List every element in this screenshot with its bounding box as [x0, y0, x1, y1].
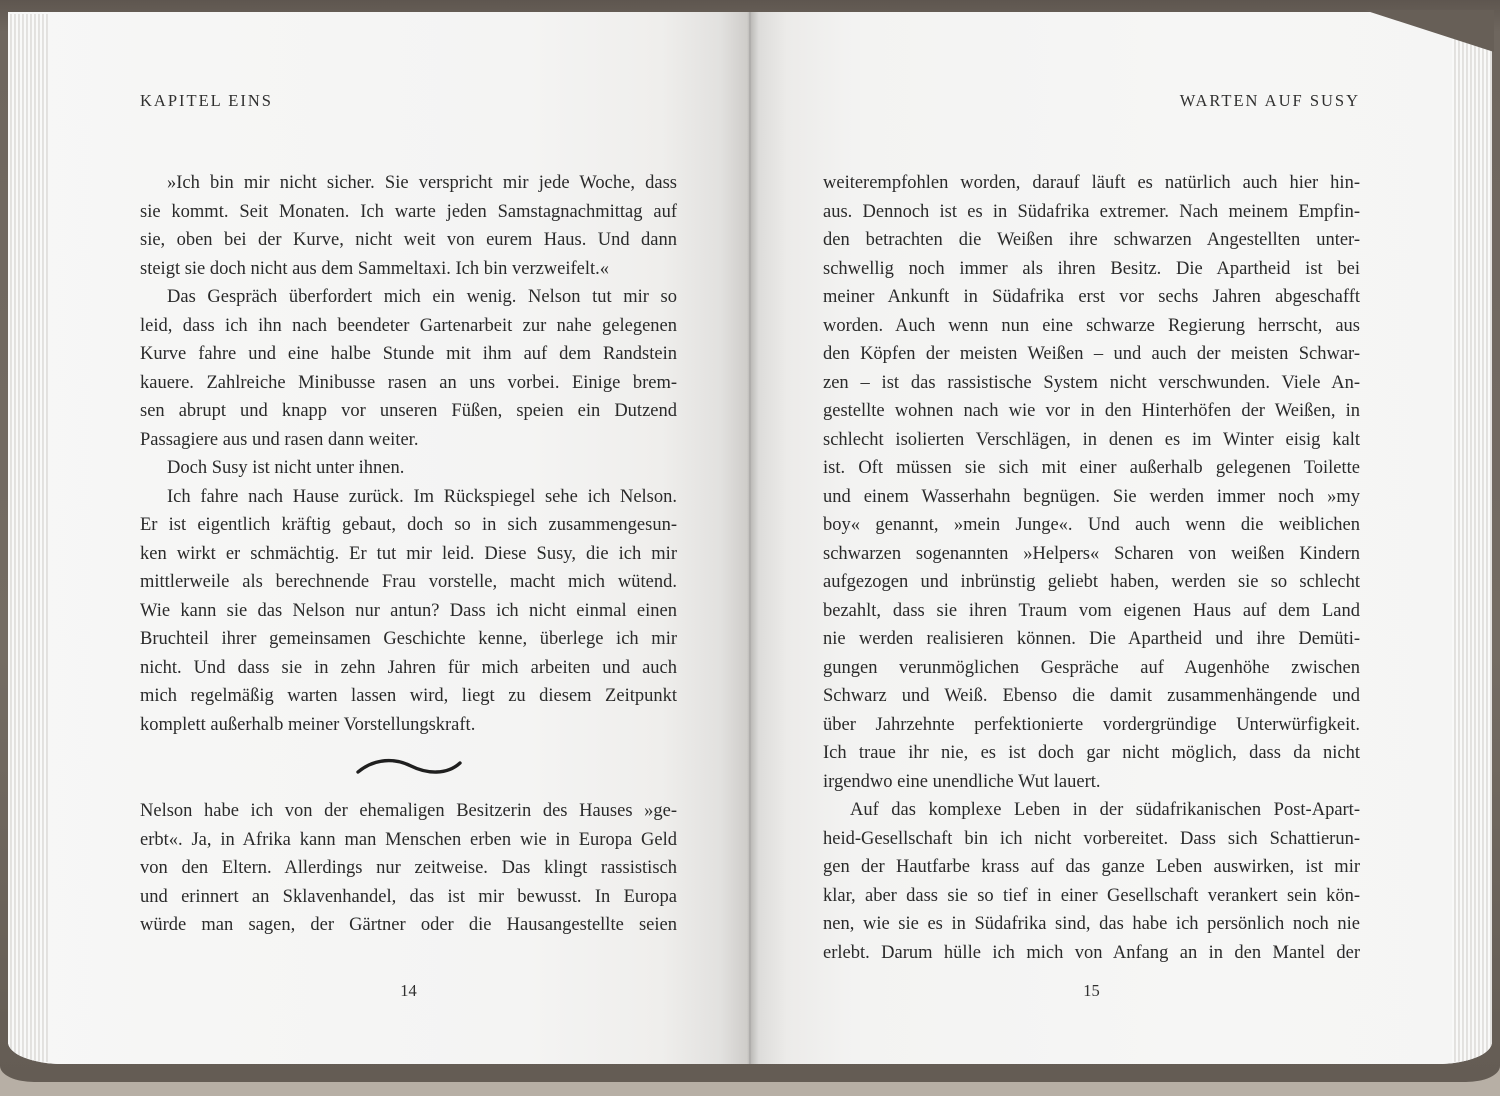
- text-line: schwarzen sogenannten »Helpers« Scharen von weißen Kindern: [823, 543, 1360, 564]
- right-page-edge-stack: [1452, 14, 1492, 1062]
- text-line: nen, wie sie es in Südafrika sind, das habe ich persönlich noch nie: [823, 914, 1360, 934]
- paragraph: [823, 796, 1360, 967]
- spine-gutter: [749, 12, 751, 1064]
- section-divider: [140, 739, 677, 797]
- text-line: Doch Susy ist nicht unter ihnen.: [167, 458, 405, 478]
- text-line: sie, oben bei der Kurve, nicht weit von eurem Haus. Und dann: [140, 230, 677, 250]
- text-line: mich regelmäßig warten lassen wird, liegt zu diesem Zeitpunkt: [140, 686, 677, 706]
- text-line: nicht. Und dass sie in zehn Jahren für mich arbeiten und auch: [140, 657, 677, 678]
- text-line: sie kommt. Seit Monaten. Ich warte jeden Samstagnachmittag auf: [140, 201, 677, 222]
- text-line: weiterempfohlen worden, darauf läuft es natürlich auch hier hin-: [823, 173, 1360, 193]
- text-line: Auf das komplexe Leben in der südafrikanischen Post-Apart-: [850, 800, 1360, 820]
- paragraph: [140, 169, 677, 283]
- text-line: steigt sie doch nicht aus dem Sammeltaxi. Ich bin verzweifelt.«: [140, 258, 610, 279]
- text-line: zen – ist das rassistische System nicht verschwunden. Viele An-: [823, 372, 1360, 393]
- text-line: schlecht isolierten Verschlägen, in denen es im Winter eisig kalt: [823, 429, 1360, 450]
- left-page-edge-stack: [8, 14, 48, 1062]
- left-page-number: 14: [400, 981, 417, 1000]
- text-line: »Ich bin mir nicht sicher. Sie verspricht mir jede Woche, dass: [167, 173, 677, 193]
- text-line: erlebt. Darum hülle ich mich von Anfang an in den Mantel der: [823, 942, 1360, 963]
- text-line: irgendwo eine unendliche Wut lauert.: [823, 771, 1101, 792]
- text-line: kauere. Zahlreiche Minibusse rasen an uns vorbei. Einige brem-: [140, 372, 677, 393]
- paragraph: [140, 483, 677, 740]
- text-line: Wie kann sie das Nelson nur antun? Dass ich nicht einmal einen: [140, 600, 677, 621]
- right-page-body-text: [823, 169, 1360, 967]
- text-line: Das Gespräch überfordert mich ein wenig. Nelson tut mir so: [167, 287, 677, 307]
- text-line: worden. Auch wenn nun eine schwarze Regierung herrscht, aus: [823, 315, 1360, 336]
- text-line: Schwarz und Weiß. Ebenso die damit zusammenhängende und: [823, 686, 1360, 706]
- text-line: nie werden realisieren können. Die Apartheid und ihre Demüti-: [823, 629, 1360, 649]
- text-line: meiner Ankunft in Südafrika erst vor sechs Jahren abgeschafft: [823, 287, 1360, 307]
- text-line: erbt«. Ja, in Afrika kann man Menschen erben wie in Europa Geld: [140, 829, 677, 850]
- text-line: von den Eltern. Allerdings nur zeitweise. Das klingt rassistisch: [140, 858, 677, 878]
- paragraph: [140, 283, 677, 454]
- paragraph: [140, 797, 677, 940]
- text-line: mittlerweile als berechnende Frau vorstelle, macht mich wütend.: [140, 572, 677, 592]
- right-page-number: 15: [1083, 981, 1100, 1000]
- text-line: bezahlt, dass sie ihren Traum vom eigenen Haus auf dem Land: [823, 600, 1360, 621]
- text-line: schwellig noch immer als ihren Besitz. Die Apartheid ist bei: [823, 258, 1360, 279]
- text-line: gestellte wohnen nach wie vor in den Hinterhöfen der Weißen, in: [823, 401, 1360, 421]
- text-line: den betrachten die Weißen ihre schwarzen Angestellten unter-: [823, 230, 1360, 250]
- tilde-divider-icon: [353, 755, 465, 781]
- text-line: würde man sagen, der Gärtner oder die Hausangestellte seien: [140, 915, 677, 935]
- left-running-head: KAPITEL EINS: [140, 91, 273, 110]
- text-line: aus. Dennoch ist es in Südafrika extremer. Nach meinem Empfin-: [823, 201, 1360, 222]
- text-line: Kurve fahre und eine halbe Stunde mit ihm auf dem Randstein: [140, 344, 677, 364]
- text-line: und einem Wasserhahn begnügen. Sie werden immer noch »my: [823, 486, 1360, 507]
- text-line: Nelson habe ich von der ehemaligen Besitzerin des Hauses »ge-: [140, 801, 677, 821]
- text-line: komplett außerhalb meiner Vorstellungskraft.: [140, 714, 476, 735]
- text-line: Ich traue ihr nie, es ist doch gar nicht möglich, dass da nicht: [823, 743, 1360, 763]
- text-line: den Köpfen der meisten Weißen – und auch der meisten Schwar-: [823, 344, 1360, 364]
- paragraph: [823, 169, 1360, 796]
- right-running-head: WARTEN AUF SUSY: [1179, 91, 1360, 110]
- text-line: Er ist eigentlich kräftig gebaut, doch so in sich zusammengesun-: [140, 515, 677, 535]
- text-line: gungen verunmöglichen Gespräche auf Augenhöhe zwischen: [823, 657, 1360, 678]
- text-line: klar, aber dass sie so tief in einer Gesellschaft verankert sein kön-: [823, 885, 1360, 906]
- left-page-body-text: [140, 169, 677, 940]
- text-line: über Jahrzehnte perfektionierte vordergründige Unterwürfigkeit.: [823, 714, 1360, 735]
- text-line: aufgezogen und inbrünstig geliebt haben, werden sie so schlecht: [823, 572, 1360, 592]
- text-line: leid, dass ich ihn nach beendeter Gartenarbeit zur nahe gelegenen: [140, 315, 677, 336]
- text-line: ist. Oft müssen sie sich mit einer außerhalb gelegenen Toilette: [823, 458, 1360, 478]
- text-line: heid-Gesellschaft bin ich nicht vorbereitet. Dass sich Schattierun-: [823, 828, 1360, 849]
- text-line: ken wirkt er schmächtig. Er tut mir leid. Diese Susy, die ich mir: [140, 543, 677, 564]
- book-pages: [8, 12, 1492, 1064]
- text-line: sen abrupt und knapp vor unseren Füßen, speien ein Dutzend: [140, 401, 677, 421]
- text-line: gen der Hautfarbe krass auf das ganze Leben auswirken, ist mir: [823, 857, 1360, 877]
- paragraph: [140, 454, 677, 483]
- text-line: Ich fahre nach Hause zurück. Im Rückspiegel sehe ich Nelson.: [167, 486, 677, 507]
- text-line: Passagiere aus und rasen dann weiter.: [140, 429, 419, 450]
- text-line: boy« genannt, »mein Junge«. Und auch wenn die weiblichen: [823, 515, 1360, 535]
- text-line: Bruchteil ihrer gemeinsamen Geschichte kenne, überlege ich mir: [140, 629, 677, 649]
- text-line: und erinnert an Sklavenhandel, das ist mir bewusst. In Europa: [140, 886, 677, 907]
